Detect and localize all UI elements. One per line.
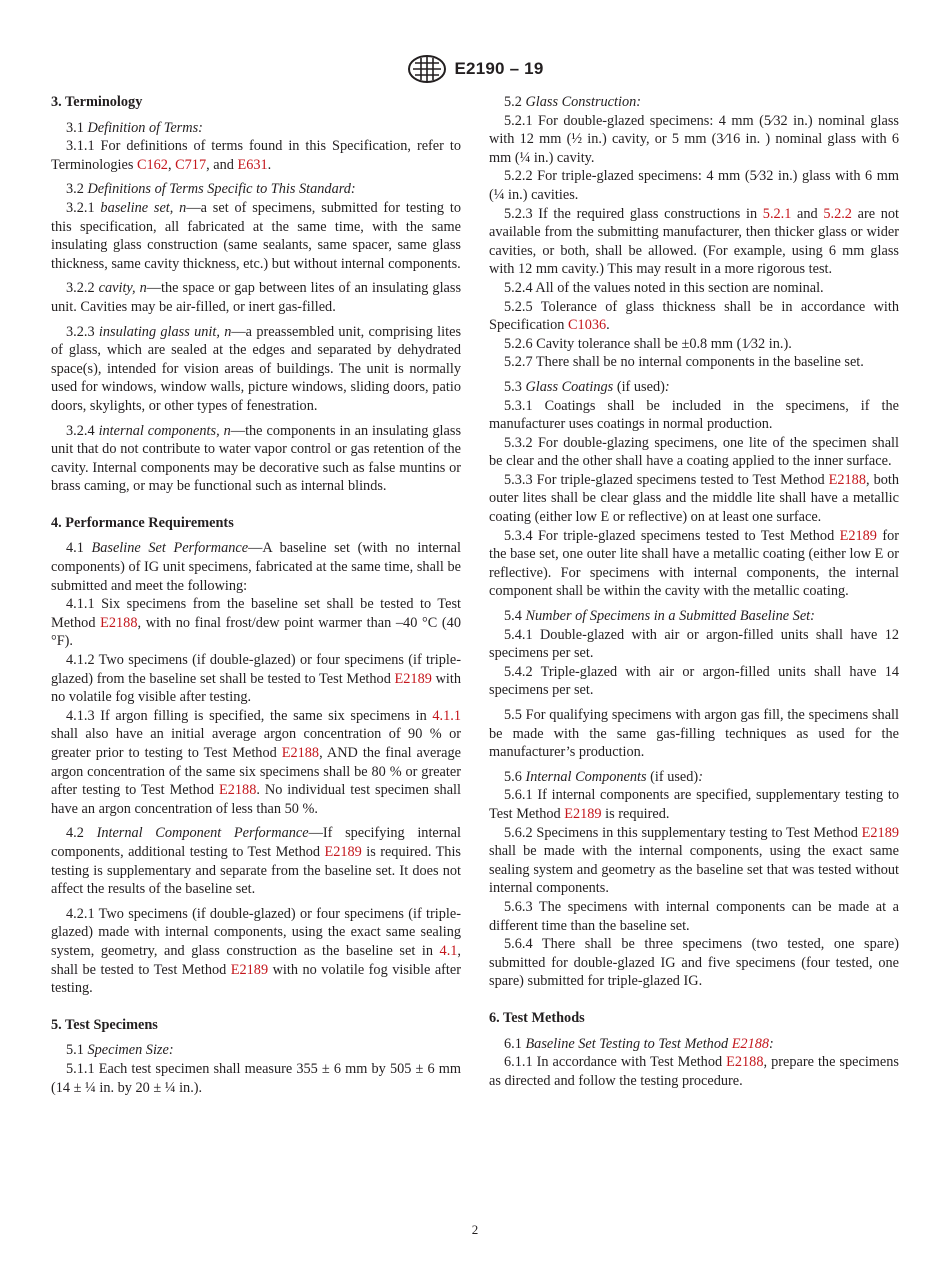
ref-e2189[interactable]: E2189 xyxy=(839,527,877,544)
left-column xyxy=(51,93,461,1097)
para-5-6: 5.6 Internal Components (if used): xyxy=(504,768,703,785)
para-5-6-3: 5.6.3 The specimens with internal components can be made at a different time than the baseline set. xyxy=(489,898,899,934)
para-6-1-1: 6.1.1 In accordance with Test Method E2188, prepare the specimens as directed and follow the testing procedure. xyxy=(489,1054,899,1089)
ref-4-1[interactable]: 4.1 xyxy=(439,942,458,959)
ref-e2189[interactable]: E2189 xyxy=(394,670,432,687)
para-5-5: 5.5 For qualifying specimens with argon gas fill, the specimens shall be made with the same gas-filling techniques as used for the manufacturer’s production. xyxy=(489,707,899,761)
ref-e2188[interactable]: E2188 xyxy=(726,1054,764,1071)
para-4-1-3: 4.1.3 If argon filling is specified, the same six specimens in 4.1.1 shall also have an initial average argon concentration of 90 % or greater prior to testing to Test Method E2188, AND the final average argon concentration of the same six specimens shall be 80 % or greater after testing to Test Method E2188. No individual test specimen shall have an argon concentration of less than 50 %. xyxy=(51,707,461,817)
para-3-2-2: 3.2.2 cavity, n—the space or gap between lites of an insulating glass unit. Cavities may be air-filled, or inert gas-filled. xyxy=(51,280,462,315)
right-column xyxy=(489,93,899,1090)
section-4-heading: 4. Performance Requirements xyxy=(51,514,234,531)
para-5-3-4: 5.3.4 For triple-glazed specimens tested to Test Method E2189 for the base set, one outer lite shall have a metallic coating (either low E or reflective). For specimens with internal components, the internal component shall be within the cavity with the metallic coating. xyxy=(489,527,899,600)
para-5-2-1: 5.2.1 For double-glazed specimens: 4 mm (5⁄32 in.) nominal glass with 12 mm (½ in.) cavity, or 5 mm (3⁄16 in. ) nominal glass with 6 mm (¼ in.) cavity. xyxy=(489,112,899,166)
ref-e2189[interactable]: E2189 xyxy=(564,805,602,822)
ref-c1036[interactable]: C1036 xyxy=(568,317,607,334)
para-3-1-1: 3.1.1 For definitions of terms found in this Specification, refer to Terminologies C162, C717, and E631. xyxy=(51,138,461,173)
para-6-1: 6.1 Baseline Set Testing to Test Method E2188: xyxy=(504,1035,774,1052)
para-4-2-1: 4.2.1 Two specimens (if double-glazed) or four specimens (if triple-glazed) made with internal components, using the exact same sealing system, geometry, and glass construction as the baseline set in 4.1, shall be tested to Test Method E2189 with no volatile fog visible after testing. xyxy=(51,905,462,997)
ref-e2189[interactable]: E2189 xyxy=(861,824,899,841)
para-5-2-7: 5.2.7 There shall be no internal components in the baseline set. xyxy=(504,354,864,371)
para-5-6-4: 5.6.4 There shall be three specimens (two tested, one spare) submitted for double-glazed IG and five specimens (four tested, one spare) submitted for triple-glazed IG. xyxy=(489,936,899,990)
para-4-1-2: 4.1.2 Two specimens (if double-glazed) or four specimens (if triple-glazed) from the baseline set shall be tested to Test Method E2189 with no volatile fog visible after testing. xyxy=(51,652,461,706)
para-5-1: 5.1 Specimen Size: xyxy=(66,1042,174,1059)
para-3-1: 3.1 Definition of Terms: xyxy=(66,119,203,136)
para-4-1: 4.1 Baseline Set Performance—A baseline set (with no internal components) of IG unit specimens, fabricated at the same time, shall be submitted and meet the following: xyxy=(51,540,461,594)
ref-e2188[interactable]: E2188 xyxy=(281,745,320,761)
ref-e631[interactable]: E631 xyxy=(237,156,268,173)
para-5-4-1: 5.4.1 Double-glazed with air or argon-filled units shall have 12 specimens per set. xyxy=(489,626,899,662)
para-4-2: 4.2 Internal Component Performance—If specifying internal components, additional testing to Test Method E2189 is required. This testing is supplementary and separate from the baseline set. It does not affect the results of the baseline set. xyxy=(51,825,461,898)
para-3-2-4: 3.2.4 internal components, n—the components in an insulating glass unit that do not contribute to water vapor control or gas retention of the cavity. Internal components may be decorative such as false muntins or brass caming, or may be functional such as internal blinds. xyxy=(51,422,462,495)
para-5-2-5: 5.2.5 Tolerance of glass thickness shall be in accordance with Specification C1036. xyxy=(489,298,899,334)
ref-4-1-1[interactable]: 4.1.1 xyxy=(432,707,461,724)
para-5-6-2: 5.6.2 Specimens in this supplementary testing to Test Method E2189 shall be made with the internal components, using the exact same sealing system and geometry as the baseline set that was tested without internal components. xyxy=(489,824,899,897)
para-3-2-3: 3.2.3 insulating glass unit, n—a preassembled unit, comprising lites of glass, which are sealed at the edges and separated by dehydrated space(s), intended for vision areas of buildings. The unit is normally used for windows, window walls, picture windows, sliding doors, patio doors, skylights, or other types of fenestration. xyxy=(51,323,462,414)
para-3-2: 3.2 Definitions of Terms Specific to This Standard: xyxy=(66,181,356,198)
ref-e2188[interactable]: E2188 xyxy=(731,1035,770,1052)
ref-e2188[interactable]: E2188 xyxy=(100,614,138,631)
para-5-4-2: 5.4.2 Triple-glazed with air or argon-filled units shall have 14 specimens per set. xyxy=(489,663,899,699)
ref-e2188[interactable]: E2188 xyxy=(219,782,257,799)
para-3-2-1: 3.2.1 baseline set, n—a set of specimens, submitted for testing to this specification, all fabricated at the same time, with the same insulating glass construction (same sealants, same spacer, same glass thickness, same cavity thickness, etc.) but without internal components. xyxy=(51,199,461,272)
section-3-heading: 3. Terminology xyxy=(51,94,143,110)
astm-logo-icon xyxy=(407,54,447,84)
ref-e2188[interactable]: E2188 xyxy=(828,471,866,488)
ref-c162[interactable]: C162 xyxy=(136,156,168,173)
para-5-3-3: 5.3.3 For triple-glazed specimens tested to Test Method E2188, both outer lites shall be clear glass and the middle lite shall have a metallic coating (either low E or reflective) on at least one surface. xyxy=(489,471,899,526)
para-5-4: 5.4 Number of Specimens in a Submitted Baseline Set: xyxy=(504,608,815,625)
para-5-2-6: 5.2.6 Cavity tolerance shall be ±0.8 mm (1⁄32 in.). xyxy=(504,335,792,352)
para-4-1-1: 4.1.1 Six specimens from the baseline set shall be tested to Test Method E2188, with no final frost/dew point warmer than –40 °C (40 °F). xyxy=(51,596,461,650)
para-5-1-1: 5.1.1 Each test specimen shall measure 355 ± 6 mm by 505 ± 6 mm (14 ± ¼ in. by 20 ± ¼ in.). xyxy=(51,1060,461,1096)
para-5-2-2: 5.2.2 For triple-glazed specimens: 4 mm (5⁄32 in.) glass with 6 mm (¼ in.) cavities. xyxy=(489,168,899,203)
para-5-6-1: 5.6.1 If internal components are specified, supplementary testing to Test Method E2189 is required. xyxy=(489,787,899,822)
ref-e2189[interactable]: E2189 xyxy=(324,843,362,860)
ref-e2189[interactable]: E2189 xyxy=(230,961,269,978)
ref-5-2-1[interactable]: 5.2.1 xyxy=(762,205,792,222)
page-header xyxy=(0,52,950,86)
standard-designation: E2190 – 19 xyxy=(454,59,544,78)
para-5-3-1: 5.3.1 Coatings shall be included in the specimens, if the manufacturer uses coatings in normal production. xyxy=(489,397,899,433)
section-6-heading: 6. Test Methods xyxy=(489,1009,585,1026)
para-5-3-2: 5.3.2 For double-glazing specimens, one lite of the specimen shall be clear and the other shall have a coating applied to the inner surface. xyxy=(489,434,899,470)
section-5-heading: 5. Test Specimens xyxy=(51,1016,158,1033)
para-5-3: 5.3 Glass Coatings (if used): xyxy=(504,378,670,395)
para-5-2-3: 5.2.3 If the required glass constructions in 5.2.1 and 5.2.2 are not available from the submitting manufacturer, then thicker glass or wider cavities, or both, shall be allowed. (For example, using 6 mm glass with 12 mm cavity.) This may result in a more rigorous test. xyxy=(489,205,899,278)
ref-c717[interactable]: C717 xyxy=(175,156,207,173)
ref-5-2-2[interactable]: 5.2.2 xyxy=(823,205,852,222)
para-5-2: 5.2 Glass Construction: xyxy=(504,94,642,110)
para-5-2-4: 5.2.4 All of the values noted in this section are nominal. xyxy=(504,279,824,296)
page-number: 2 xyxy=(471,1222,479,1237)
